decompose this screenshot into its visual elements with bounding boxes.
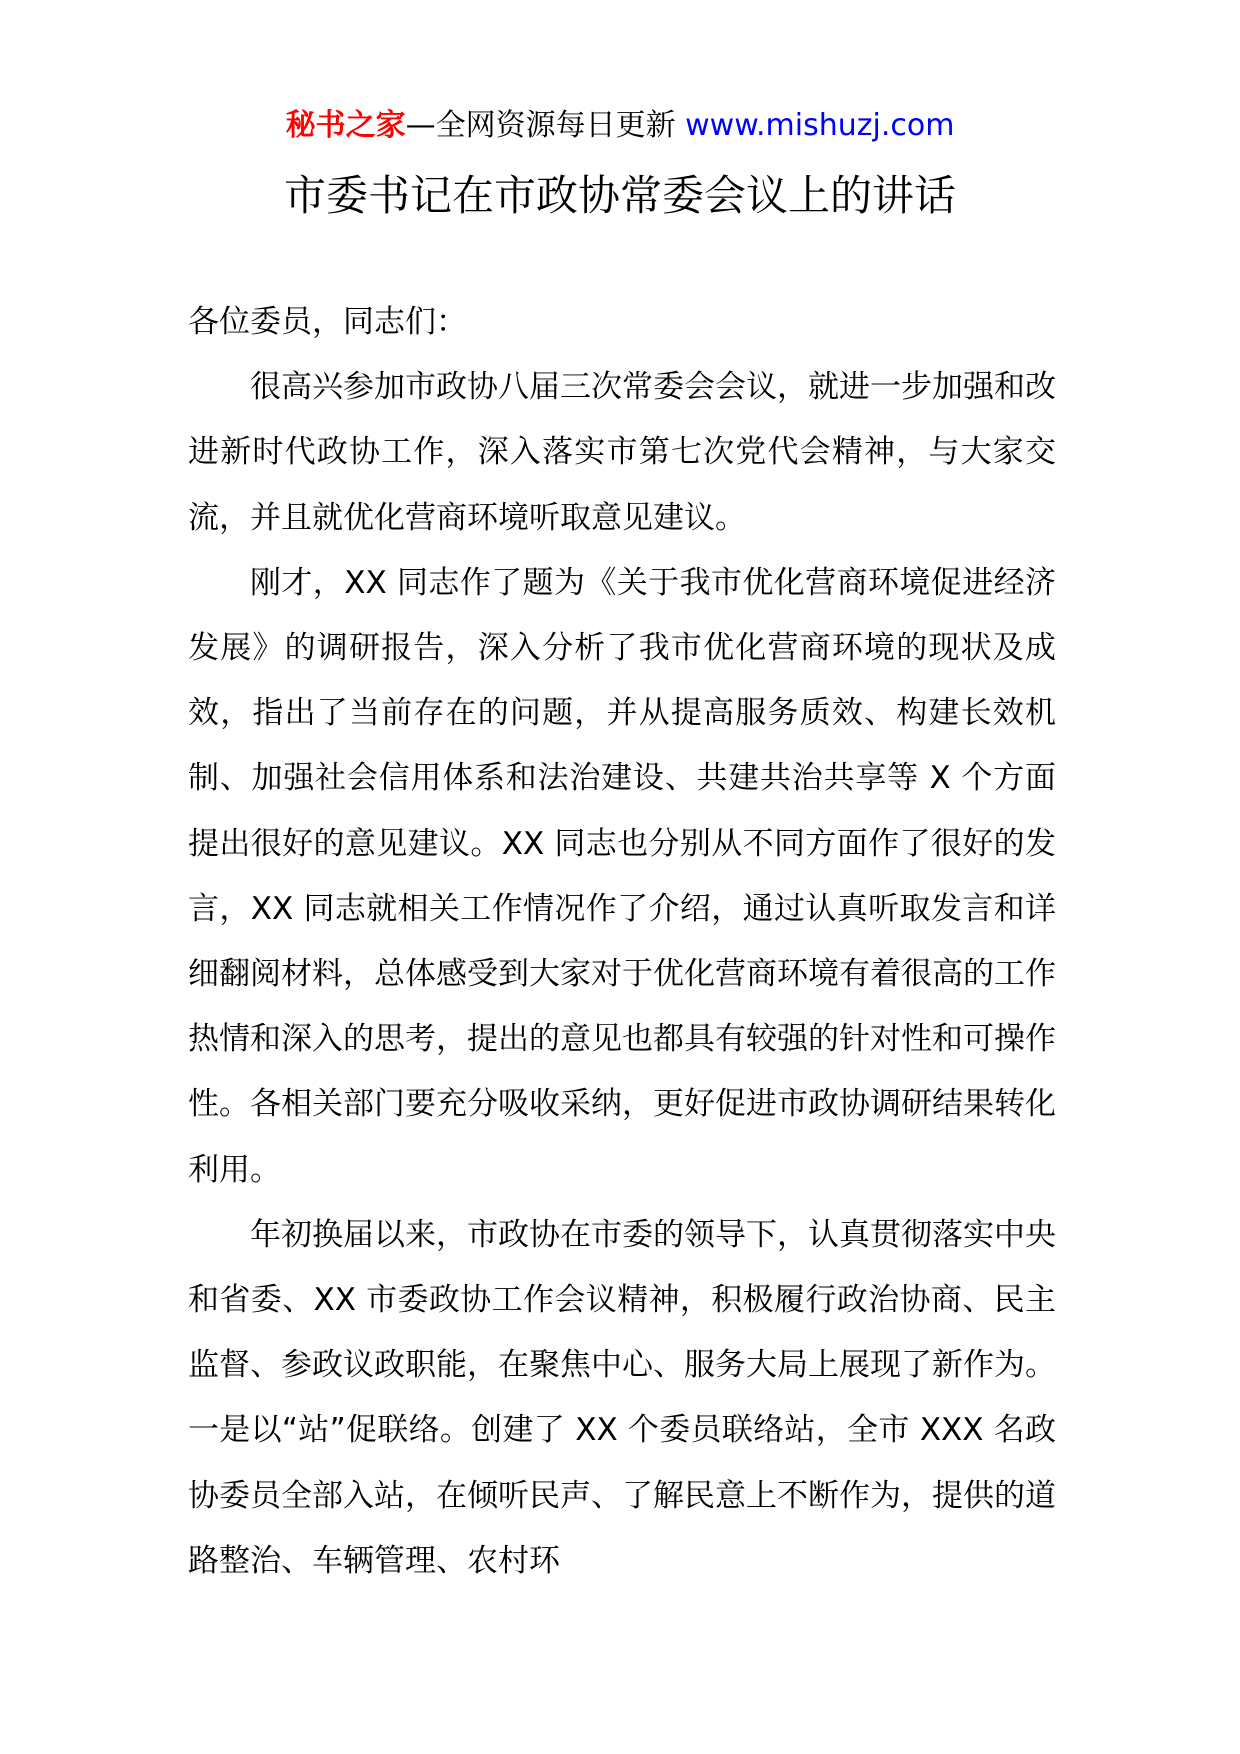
paragraph: 年初换届以来，市政协在市委的领导下，认真贯彻落实中央和省委、XX 市委政协工作会议精神，积极履行政治协商、民主监督、参政议政职能，在聚焦中心、服务大局上展现了新作为。一是以“站”促联络。创建了 XX 个委员联络站，全市 XXX 名政协委员全部入站，在倾听民声、了解民意上不断作为，提供的道路整治、车辆管理、农村环	[188, 1216, 1056, 1579]
site-url-link[interactable]: www.mishuzj.com	[685, 108, 955, 143]
site-header	[0, 104, 1240, 148]
paragraph: 很高兴参加市政协八届三次常委会会议，就进一步加强和改进新时代政协工作，深入落实市第七次党代会精神，与大家交流，并且就优化营商环境听取意见建议。	[188, 369, 1056, 536]
document-body	[188, 290, 1056, 1594]
brand-name: 秘书之家	[285, 108, 406, 143]
document-title: 市委书记在市政协常委会议上的讲话	[283, 171, 956, 220]
salutation: 各位委员，同志们：	[188, 304, 467, 340]
header-tagline: —全网资源每日更新	[405, 108, 676, 143]
paragraph: 刚才，XX 同志作了题为《关于我市优化营商环境促进经济发展》的调研报告，深入分析了我市优化营商环境的现状及成效，指出了当前存在的问题，并从提高服务质效、构建长效机制、加强社会信用体系和法治建设、共建共治共享等 X 个方面提出很好的意见建议。XX 同志也分别从不同方面作了很好的发言，XX 同志就相关工作情况作了介绍，通过认真听取发言和详细翻阅材料，总体感受到大家对于优化营商环境有着很高的工作热情和深入的思考，提出的意见也都具有较强的针对性和可操作性。各相关部门要充分吸收采纳，更好促进市政协调研结果转化利用。	[188, 564, 1056, 1188]
